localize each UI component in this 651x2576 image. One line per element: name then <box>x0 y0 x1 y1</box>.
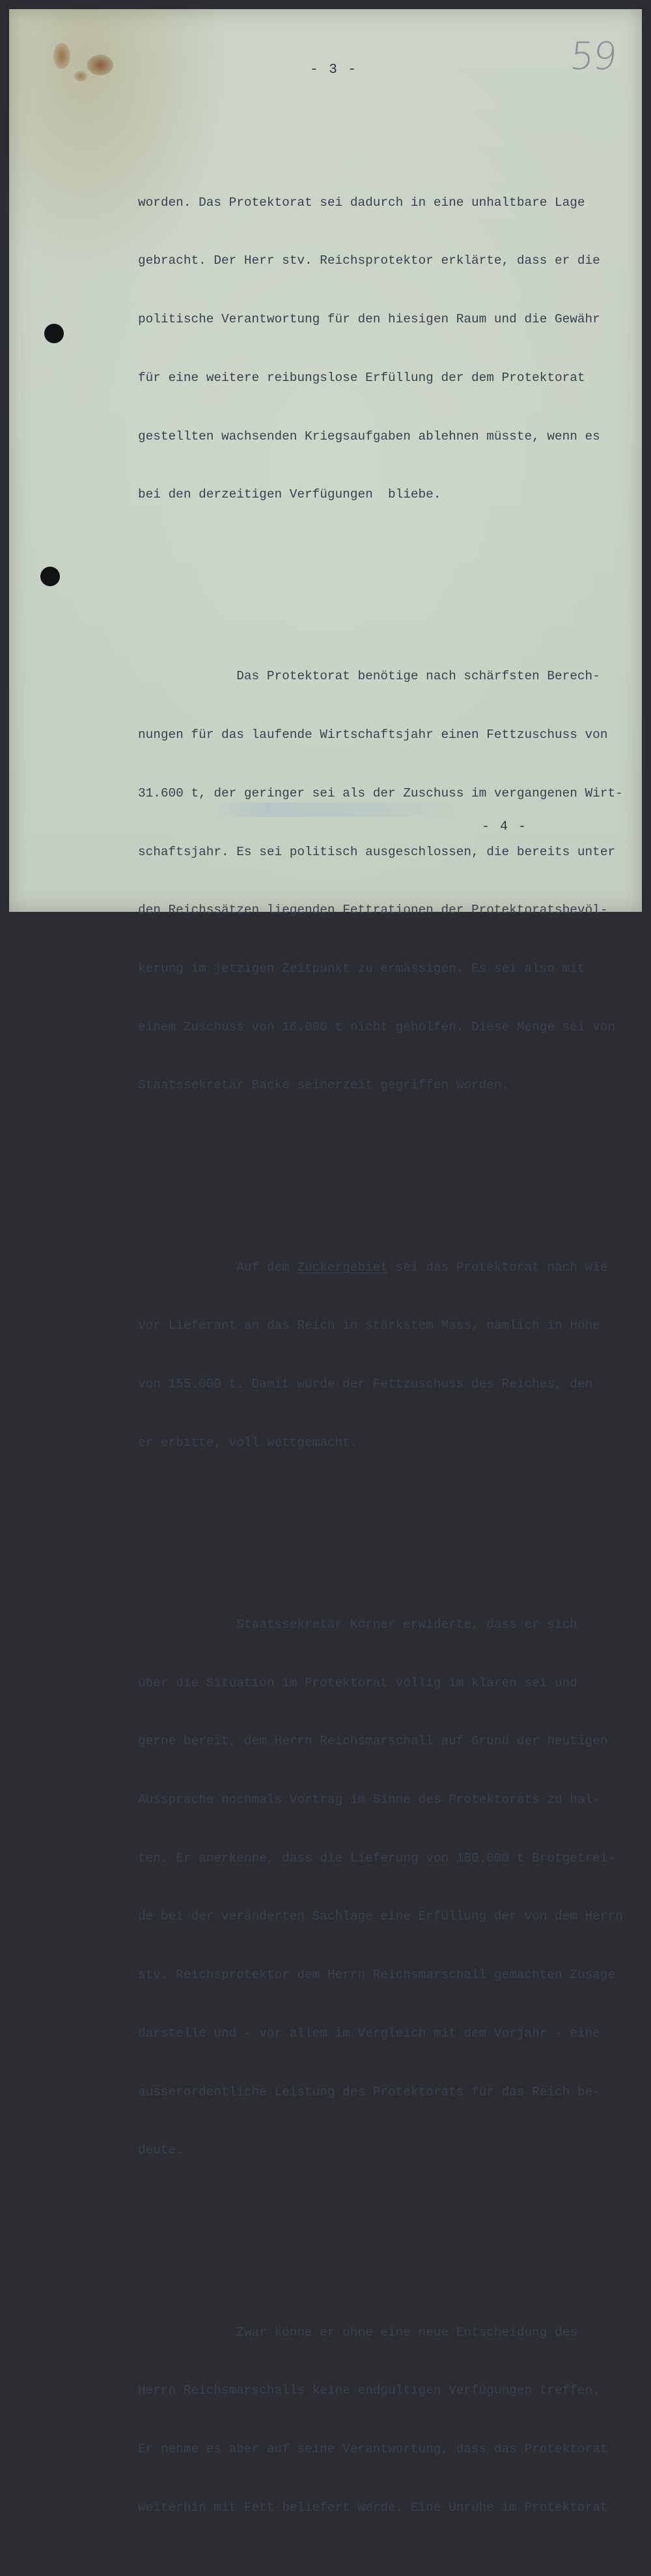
punch-hole <box>44 324 64 343</box>
text-line: politische Verantwortung für den hiesigen Raum und die Gewähr <box>138 312 600 327</box>
text-line: vor Lieferant an das Reich in stärkstem Mass, nämlich in Höhe <box>138 1318 600 1333</box>
text-line: Zwar könne er ohne eine neue Entscheidung des <box>138 2325 577 2340</box>
punch-hole <box>40 567 60 586</box>
paragraph <box>138 629 643 1135</box>
text-line: de bei der veränderten Sachlage eine Erfüllung der von dem Herrn <box>138 1909 623 1924</box>
text-line: bei den derzeitigen Verfügungen bliebe. <box>138 487 441 502</box>
text-line: nungen für das laufende Wirtschaftsjahr einen Fettzuschuss von <box>138 728 608 743</box>
paragraph <box>138 1576 643 2200</box>
rust-stain <box>87 55 113 76</box>
paragraph <box>138 1219 643 1492</box>
page-number: - 3 - <box>310 63 358 78</box>
text-line: deute. <box>138 2143 184 2158</box>
next-page-indicator: - 4 - <box>482 819 528 834</box>
text-line: von 155.000 t. Damit würde der Fettzuschuss des Reiches, den <box>138 1377 593 1391</box>
text-line: kerung im jetzigen Zeitpunkt zu ermässigen. Es sei also mit <box>138 961 585 976</box>
text-line: schaftsjahr. Es sei politisch ausgeschlossen, die bereits unter <box>138 844 616 859</box>
text-line: weiterhin mit Fett beliefert werde. Eine Unruhe im Protektorat <box>138 2500 608 2515</box>
underlined-term: Zuckergebiet <box>297 1260 389 1275</box>
text-line: für eine weitere reibungslose Erfüllung der dem Protektorat <box>138 370 585 385</box>
text-line: gestellten wachsenden Kriegsaufgaben ablehnen müsste, wenn es <box>138 429 600 444</box>
text-line: Das Protektorat benötige nach schärfsten Berech- <box>138 669 600 684</box>
text-line: worden. Das Protektorat sei dadurch in eine unhaltbare Lage <box>138 195 585 210</box>
text-line: ten. Er anerkenne, dass die Lieferung von 180.000 t Brotgetrei- <box>138 1850 616 1865</box>
text-line: Staatssekretär Backe seinerzeit gegriffen worden. <box>138 1078 510 1093</box>
text-line: darstelle und - vor allem im Vergleich mit dem Vorjahr - eine <box>138 2026 600 2041</box>
rust-stain <box>53 43 70 69</box>
text-line: Herrn Reichsmarschalls keine endgültigen Verfügungen treffen. <box>138 2383 600 2398</box>
text-line: 31.600 t, der geringer sei als der Zuschuss im vergangenen Wirt- <box>138 786 623 800</box>
paragraph <box>138 154 643 544</box>
text-segment: sei das Protektorat nach wie <box>388 1260 608 1275</box>
text-line: über die Situation im Protektorat völlig im klaren sei und <box>138 1675 577 1690</box>
text-line: er erbitte, voll wettgemacht. <box>138 1435 358 1450</box>
text-line <box>138 1258 643 1278</box>
text-line: einem Zuschuss von 16.000 t nicht geholfen. Diese Menge sei von <box>138 1019 616 1034</box>
text-segment: Auf dem <box>138 1260 298 1275</box>
text-line: Er nehme es aber auf seine Verantwortung, dass das Protektorat <box>138 2441 608 2456</box>
text-line: stv. Reichsprotektor dem Herrn Reichsmarschall gemachten Zusage <box>138 1968 616 1983</box>
text-line: gebracht. Der Herr stv. Reichsprotektor erklärte, dass er die <box>138 253 600 268</box>
rust-stain <box>74 71 87 81</box>
archive-folio-number: 59 <box>568 34 618 78</box>
text-line: Staatssekretär Körner erwiderte, dass er sich <box>138 1617 577 1632</box>
text-line: Aussprache nochmals Vortrag im Sinne des Protektorats zu hal- <box>138 1792 600 1807</box>
paragraph <box>138 2284 643 2557</box>
text-line: ausserordentliche Leistung des Protektorats für das Reich be- <box>138 2084 600 2099</box>
text-line: gerne bereit, dem Herrn Reichsmarschall auf Grund der heutigen <box>138 1734 608 1749</box>
body-text <box>138 115 643 2576</box>
text-line: den Reichssätzen liegenden Fettrationen der Protektoratsbevöl- <box>138 903 608 918</box>
faint-ink-mark <box>215 802 462 817</box>
